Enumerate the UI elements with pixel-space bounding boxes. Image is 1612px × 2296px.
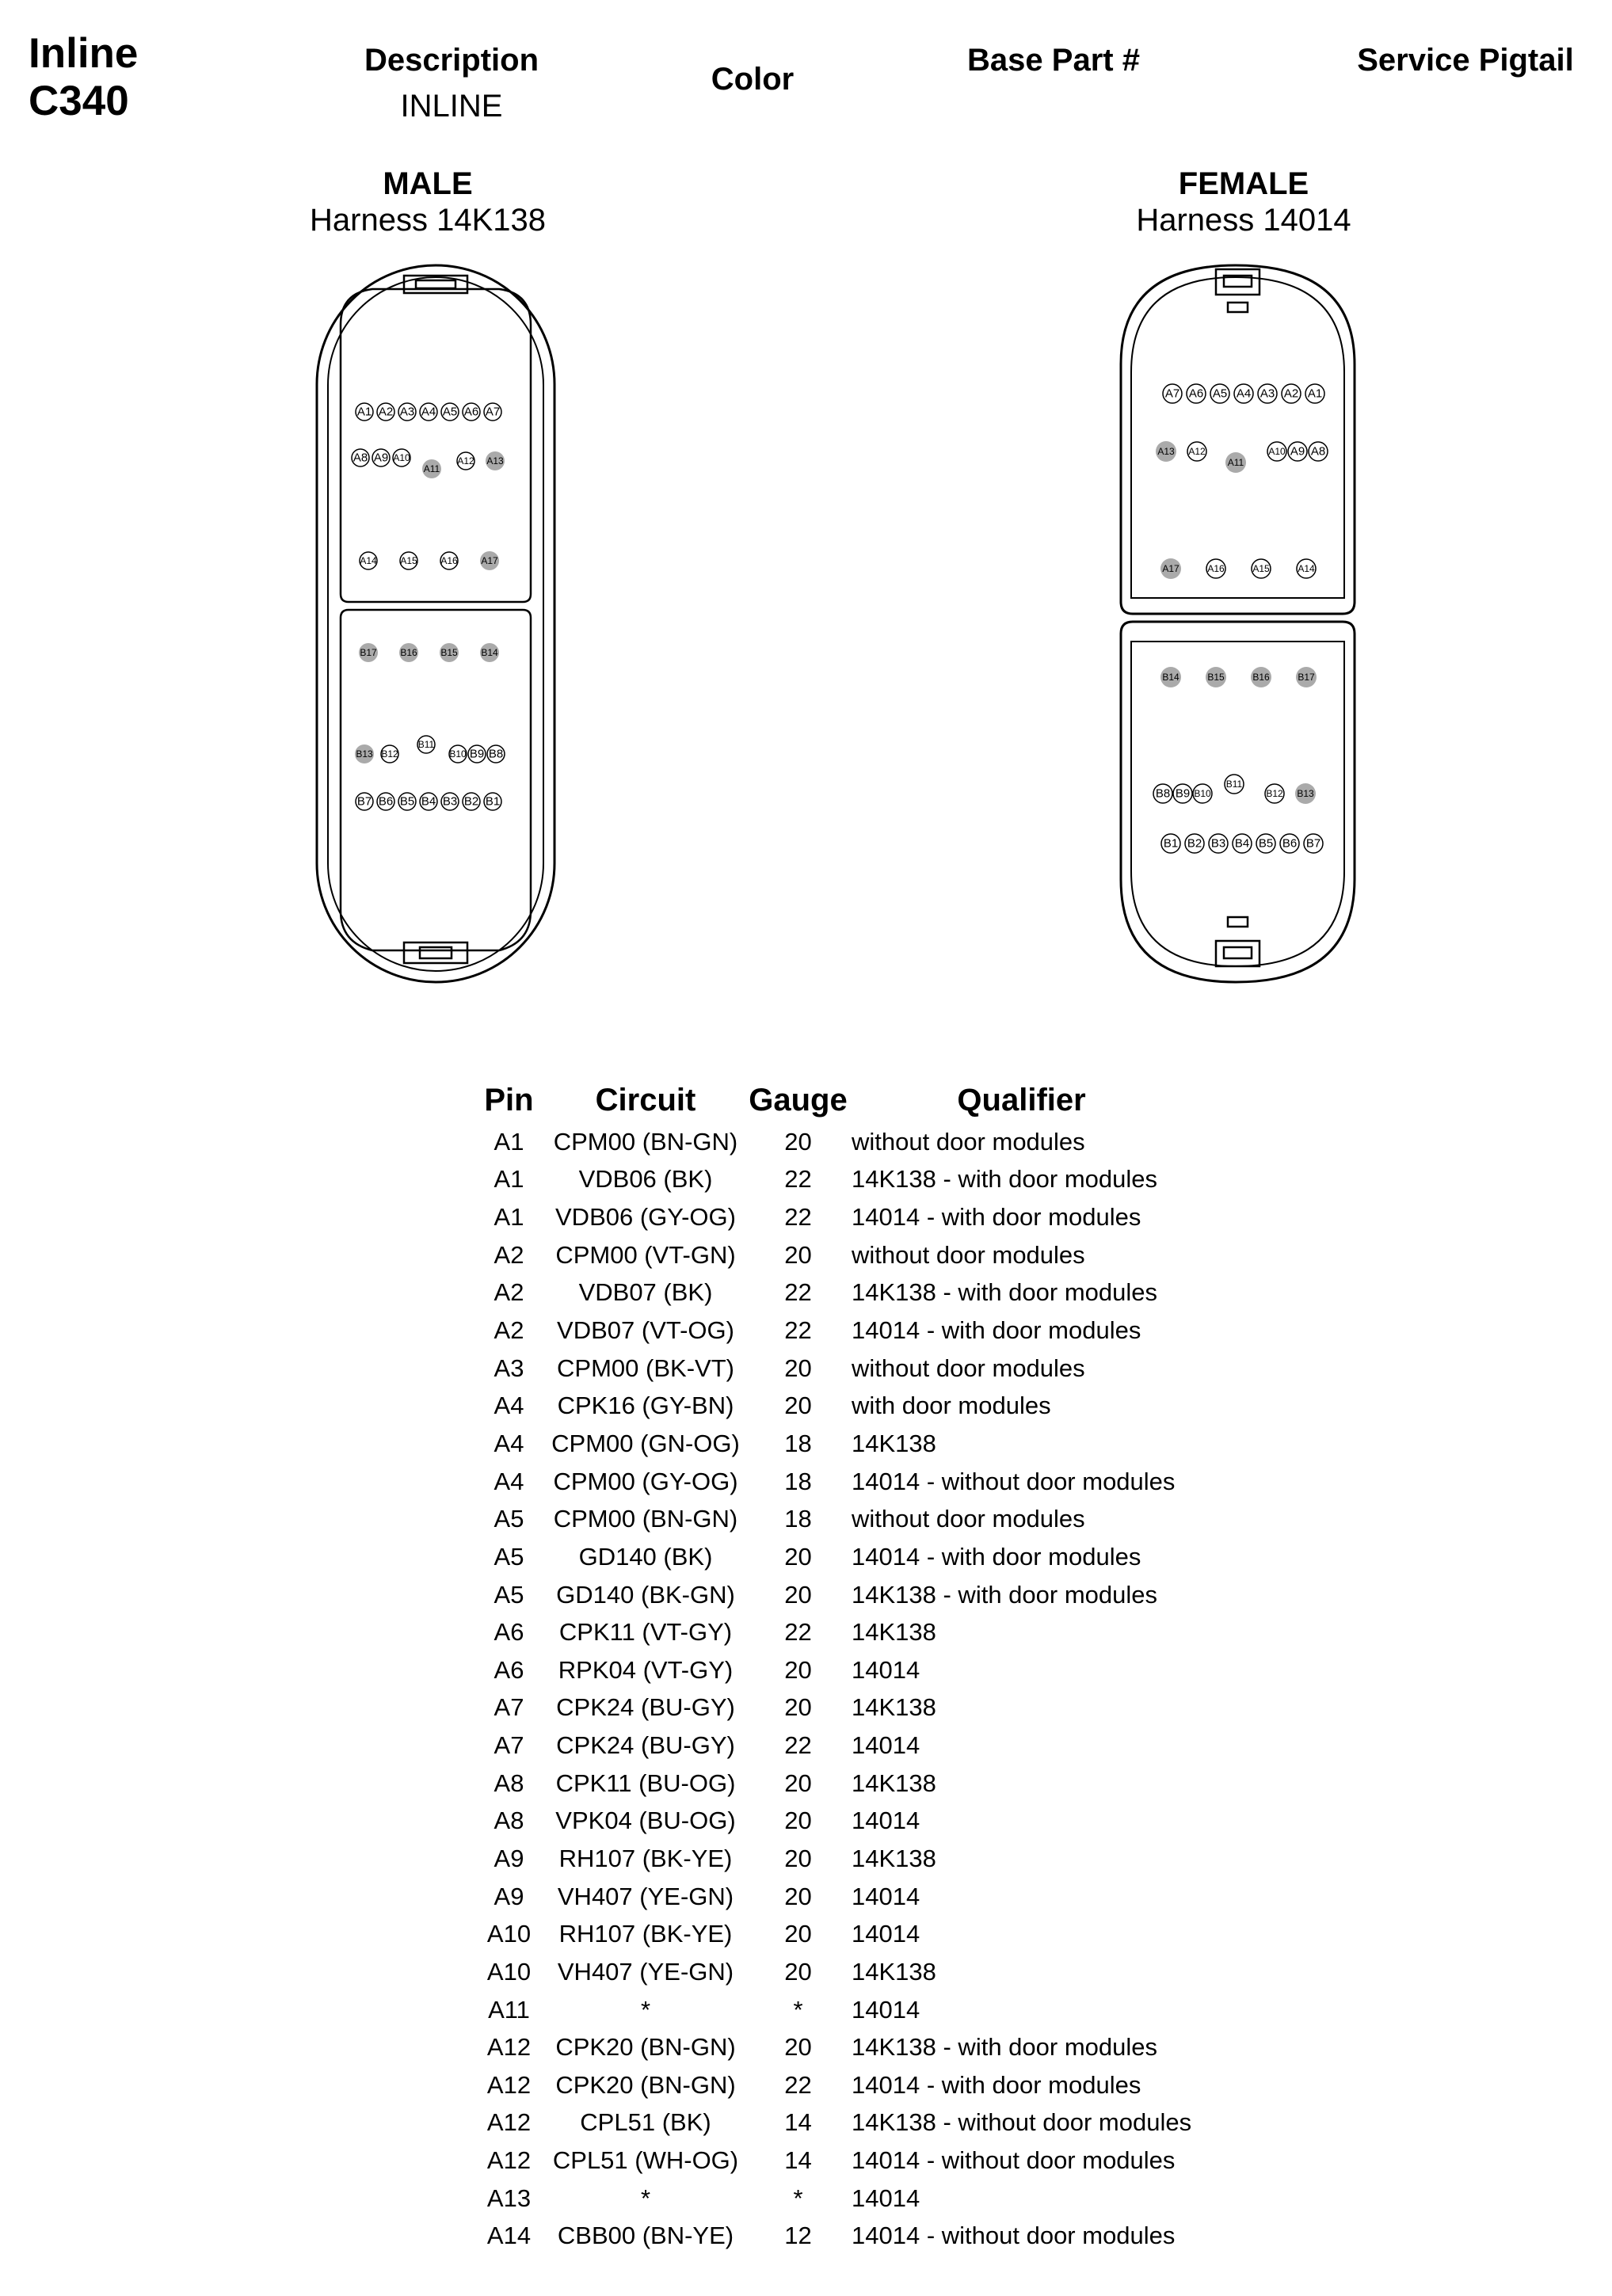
female-pin-label-b2: B2 xyxy=(1187,836,1202,851)
cell-pin: A9 xyxy=(494,1882,524,1910)
cell-qualifier: 14K138 xyxy=(852,1844,936,1872)
cell-circuit: CPM00 (BN-GN) xyxy=(553,1505,738,1533)
cell-qualifier: 14014 xyxy=(852,1655,920,1684)
cell-circuit: CPL51 (WH-OG) xyxy=(552,2146,739,2175)
female-pin-label-b6: B6 xyxy=(1282,836,1298,851)
female-pin-label-b15: B15 xyxy=(1207,672,1225,683)
cell-pin: A1 xyxy=(494,1127,524,1156)
cell-pin: A12 xyxy=(486,2070,532,2099)
female-pin-label-a5: A5 xyxy=(1212,386,1228,401)
male-pin-label-b8: B8 xyxy=(488,747,504,761)
male-pin-label-a8: A8 xyxy=(353,451,368,465)
cell-circuit: * xyxy=(640,2184,651,2212)
table-row xyxy=(471,1689,1191,1727)
female-pin-label-b9: B9 xyxy=(1175,786,1191,801)
cell-pin: A9 xyxy=(494,1844,524,1872)
female-pin-label-a11: A11 xyxy=(1227,457,1244,468)
male-pin-label-b3: B3 xyxy=(442,794,458,809)
male-pin-label-b2: B2 xyxy=(463,794,479,809)
table-row xyxy=(471,1463,1191,1501)
cell-circuit: VDB07 (VT-OG) xyxy=(557,1316,734,1345)
cell-pin: A3 xyxy=(494,1354,524,1382)
cell-qualifier: 14014 xyxy=(852,1920,920,1948)
table-row xyxy=(471,1538,1191,1576)
table-row xyxy=(471,1991,1191,2029)
cell-circuit: VDB06 (GY-OG) xyxy=(555,1203,736,1232)
table-row xyxy=(471,1915,1191,1953)
cell-circuit: VH407 (YE-GN) xyxy=(557,1957,734,1986)
cell-qualifier: 14014 - with door modules xyxy=(852,1203,1141,1232)
cell-qualifier: with door modules xyxy=(852,1392,1051,1420)
cell-circuit: * xyxy=(640,1995,651,2024)
cell-gauge: 14 xyxy=(784,2108,812,2137)
service-pigtail-label: Service Pigtail xyxy=(1357,43,1574,78)
male-pin-label-a1: A1 xyxy=(356,405,372,419)
female-harness: Harness 14014 xyxy=(1136,203,1351,238)
table-row xyxy=(471,1387,1191,1425)
female-pin-label-b5: B5 xyxy=(1258,836,1274,851)
female-connector-diagram xyxy=(1117,261,1370,990)
cell-qualifier: 14K138 xyxy=(852,1693,936,1722)
female-pin-label-b11: B11 xyxy=(1225,779,1243,790)
table-row xyxy=(471,1651,1191,1689)
cell-gauge: * xyxy=(793,1995,803,2024)
cell-gauge: 20 xyxy=(784,1882,812,1910)
cell-pin: A10 xyxy=(486,1920,532,1948)
table-row xyxy=(471,1500,1191,1538)
table-row xyxy=(471,1350,1191,1388)
table-row xyxy=(471,1161,1191,1199)
cell-gauge: 22 xyxy=(784,1203,812,1232)
cell-gauge: 18 xyxy=(784,1505,812,1533)
female-pin-label-b4: B4 xyxy=(1234,836,1250,851)
cell-circuit: CBB00 (BN-YE) xyxy=(557,2222,734,2250)
male-pin-label-a10: A10 xyxy=(393,452,410,463)
cell-pin: A7 xyxy=(494,1693,524,1722)
cell-gauge: 20 xyxy=(784,1769,812,1797)
header-circuit: Circuit xyxy=(595,1082,696,1118)
table-row xyxy=(471,2142,1191,2180)
female-pin-label-a15: A15 xyxy=(1252,563,1270,574)
table-row xyxy=(471,1765,1191,1803)
cell-gauge: * xyxy=(793,2184,803,2212)
cell-qualifier: 14K138 xyxy=(852,1769,936,1797)
female-pin-label-b3: B3 xyxy=(1210,836,1226,851)
description-label: Description xyxy=(364,43,539,78)
male-pin-label-b16: B16 xyxy=(400,647,417,658)
cell-gauge: 20 xyxy=(784,1844,812,1872)
male-title: MALE xyxy=(383,166,473,201)
cell-pin: A6 xyxy=(494,1618,524,1647)
cell-qualifier: 14K138 - with door modules xyxy=(852,1165,1158,1194)
female-pin-label-b17: B17 xyxy=(1298,672,1315,683)
female-pin-label-a9: A9 xyxy=(1290,444,1305,459)
table-row xyxy=(471,1803,1191,1841)
table-row xyxy=(471,1425,1191,1463)
cell-circuit: CPK11 (BU-OG) xyxy=(555,1769,736,1797)
male-pin-label-b1: B1 xyxy=(485,794,501,809)
cell-qualifier: 14014 - with door modules xyxy=(852,2070,1141,2099)
table-row xyxy=(471,1576,1191,1614)
cell-gauge: 20 xyxy=(784,1807,812,1835)
cell-circuit: RH107 (BK-YE) xyxy=(558,1920,733,1948)
male-pin-label-b10: B10 xyxy=(449,748,467,760)
cell-pin: A4 xyxy=(494,1467,524,1495)
cell-qualifier: 14K138 - with door modules xyxy=(852,1580,1158,1609)
male-pin-label-a2: A2 xyxy=(378,405,394,419)
male-pin-label-a7: A7 xyxy=(485,405,501,419)
table-row xyxy=(471,2104,1191,2142)
table-row xyxy=(471,1840,1191,1878)
cell-pin: A12 xyxy=(486,2146,532,2175)
cell-qualifier: without door modules xyxy=(852,1505,1085,1533)
cell-qualifier: 14014 - with door modules xyxy=(852,1542,1141,1571)
cell-circuit: GD140 (BK-GN) xyxy=(556,1580,735,1609)
cell-gauge: 20 xyxy=(784,1127,812,1156)
cell-pin: A5 xyxy=(494,1505,524,1533)
cell-circuit: CPK20 (BN-GN) xyxy=(555,2070,736,2099)
male-pin-label-b7: B7 xyxy=(356,794,372,809)
cell-pin: A2 xyxy=(494,1240,524,1269)
cell-gauge: 22 xyxy=(784,2070,812,2099)
male-pin-label-a13: A13 xyxy=(486,455,504,466)
male-pin-label-b12: B12 xyxy=(381,748,398,760)
cell-circuit: VPK04 (BU-OG) xyxy=(555,1807,736,1835)
table-row xyxy=(471,1878,1191,1916)
cell-pin: A14 xyxy=(486,2222,532,2250)
female-pin-label-b14: B14 xyxy=(1162,672,1179,683)
cell-gauge: 20 xyxy=(784,2033,812,2062)
cell-gauge: 20 xyxy=(784,1354,812,1382)
cell-qualifier: 14K138 xyxy=(852,1618,936,1647)
male-pin-label-a11: A11 xyxy=(423,463,440,474)
female-pin-label-a7: A7 xyxy=(1164,386,1180,401)
cell-circuit: CPM00 (VT-GN) xyxy=(555,1240,736,1269)
female-pin-label-a2: A2 xyxy=(1283,386,1299,401)
cell-pin: A1 xyxy=(494,1165,524,1194)
cell-circuit: CPK11 (VT-GY) xyxy=(558,1618,733,1647)
pin-table xyxy=(471,1077,1191,2255)
cell-pin: A1 xyxy=(494,1203,524,1232)
female-pin-label-a8: A8 xyxy=(1310,444,1326,459)
cell-qualifier: 14K138 - with door modules xyxy=(852,2033,1158,2062)
cell-gauge: 20 xyxy=(784,1542,812,1571)
male-pin-label-a12: A12 xyxy=(457,455,474,466)
cell-gauge: 14 xyxy=(784,2146,812,2175)
pin-table-body xyxy=(471,1123,1191,2255)
male-pin-label-a17: A17 xyxy=(481,555,498,566)
cell-qualifier: 14K138 xyxy=(852,1429,936,1457)
cell-circuit: GD140 (BK) xyxy=(578,1542,713,1571)
female-title: FEMALE xyxy=(1178,166,1309,201)
header-pin: Pin xyxy=(484,1082,534,1118)
table-row xyxy=(471,1312,1191,1350)
base-part-label: Base Part # xyxy=(967,43,1140,78)
cell-pin: A2 xyxy=(494,1278,524,1307)
cell-qualifier: 14014 xyxy=(852,1882,920,1910)
cell-pin: A10 xyxy=(486,1957,532,1986)
cell-circuit: RH107 (BK-YE) xyxy=(558,1844,733,1872)
cell-pin: A12 xyxy=(486,2108,532,2137)
table-row xyxy=(471,1953,1191,1991)
cell-pin: A2 xyxy=(494,1316,524,1345)
female-pin-label-a17: A17 xyxy=(1162,563,1179,574)
table-row xyxy=(471,1198,1191,1236)
cell-pin: A4 xyxy=(494,1392,524,1420)
cell-gauge: 18 xyxy=(784,1467,812,1495)
female-pin-label-a3: A3 xyxy=(1259,386,1275,401)
male-pin-label-b6: B6 xyxy=(378,794,394,809)
cell-circuit: CPL51 (BK) xyxy=(580,2108,711,2137)
cell-gauge: 20 xyxy=(784,1580,812,1609)
female-pin-label-a14: A14 xyxy=(1298,563,1315,574)
female-pin-label-a12: A12 xyxy=(1188,446,1206,457)
header-gauge: Gauge xyxy=(749,1082,848,1118)
cell-pin: A12 xyxy=(486,2033,532,2062)
cell-circuit: VDB07 (BK) xyxy=(578,1278,713,1307)
table-row xyxy=(471,2028,1191,2066)
female-pin-label-b7: B7 xyxy=(1305,836,1321,851)
male-pin-label-b15: B15 xyxy=(440,647,458,658)
cell-pin: A11 xyxy=(488,1995,530,2024)
cell-qualifier: 14014 xyxy=(852,2184,920,2212)
male-connector-diagram xyxy=(309,261,562,990)
cell-circuit: CPK24 (BU-GY) xyxy=(556,1731,735,1760)
table-row xyxy=(471,2066,1191,2104)
cell-pin: A5 xyxy=(494,1580,524,1609)
male-pin-label-a9: A9 xyxy=(373,451,389,465)
female-pin-label-a16: A16 xyxy=(1207,563,1225,574)
cell-circuit: VDB06 (BK) xyxy=(578,1165,713,1194)
cell-qualifier: 14K138 xyxy=(852,1957,936,1986)
cell-gauge: 22 xyxy=(784,1165,812,1194)
table-row xyxy=(471,1727,1191,1765)
female-pin-label-b13: B13 xyxy=(1297,788,1314,799)
male-pin-label-a4: A4 xyxy=(421,405,436,419)
male-pin-label-b5: B5 xyxy=(399,794,415,809)
connector-title xyxy=(29,30,138,125)
female-pin-label-a1: A1 xyxy=(1307,386,1323,401)
cell-gauge: 18 xyxy=(784,1429,812,1457)
female-pin-label-a6: A6 xyxy=(1188,386,1204,401)
male-pin-label-b17: B17 xyxy=(360,647,377,658)
male-pin-label-a14: A14 xyxy=(360,555,377,566)
female-pin-label-a4: A4 xyxy=(1236,386,1252,401)
connector-title-line1: Inline xyxy=(29,30,139,77)
table-row xyxy=(471,2218,1191,2256)
male-pin-label-a15: A15 xyxy=(400,555,417,566)
cell-pin: A8 xyxy=(494,1769,524,1797)
male-pin-label-b4: B4 xyxy=(421,794,436,809)
cell-gauge: 20 xyxy=(784,1655,812,1684)
cell-qualifier: without door modules xyxy=(852,1240,1085,1269)
header-qualifier: Qualifier xyxy=(957,1082,1086,1118)
cell-circuit: CPM00 (BN-GN) xyxy=(553,1127,738,1156)
cell-pin: A13 xyxy=(486,2184,532,2212)
male-pin-label-b11: B11 xyxy=(417,739,435,750)
pin-table-header xyxy=(471,1077,1191,1123)
male-pin-label-a16: A16 xyxy=(440,555,458,566)
cell-qualifier: 14014 xyxy=(852,1807,920,1835)
table-row xyxy=(471,1613,1191,1651)
cell-gauge: 20 xyxy=(784,1920,812,1948)
cell-qualifier: 14014 - without door modules xyxy=(852,1467,1176,1495)
color-label: Color xyxy=(711,62,795,97)
cell-qualifier: 14014 - without door modules xyxy=(852,2146,1176,2175)
male-pin-label-b14: B14 xyxy=(481,647,498,658)
male-pin-label-b9: B9 xyxy=(469,747,485,761)
cell-gauge: 22 xyxy=(784,1316,812,1345)
cell-circuit: VH407 (YE-GN) xyxy=(557,1882,734,1910)
cell-qualifier: 14014 xyxy=(852,1995,920,2024)
cell-qualifier: 14K138 - with door modules xyxy=(852,1278,1158,1307)
cell-circuit: CPK16 (GY-BN) xyxy=(557,1392,734,1420)
cell-gauge: 22 xyxy=(784,1618,812,1647)
table-row xyxy=(471,2180,1191,2218)
cell-qualifier: without door modules xyxy=(852,1127,1085,1156)
female-pin-label-b8: B8 xyxy=(1155,786,1171,801)
female-pin-label-a13: A13 xyxy=(1157,446,1175,457)
cell-gauge: 12 xyxy=(784,2222,812,2250)
female-pin-label-b1: B1 xyxy=(1163,836,1179,851)
female-pin-label-b12: B12 xyxy=(1266,788,1283,799)
cell-circuit: CPM00 (BK-VT) xyxy=(557,1354,734,1382)
cell-gauge: 22 xyxy=(784,1278,812,1307)
female-pin-label-b10: B10 xyxy=(1194,788,1211,799)
table-row xyxy=(471,1274,1191,1312)
female-pin-label-a10: A10 xyxy=(1268,446,1286,457)
cell-pin: A7 xyxy=(494,1731,524,1760)
cell-qualifier: 14014 - without door modules xyxy=(852,2222,1176,2250)
cell-circuit: CPK20 (BN-GN) xyxy=(555,2033,736,2062)
cell-circuit: CPK24 (BU-GY) xyxy=(556,1693,735,1722)
male-harness: Harness 14K138 xyxy=(310,203,546,238)
cell-qualifier: 14K138 - without door modules xyxy=(852,2108,1192,2137)
cell-pin: A6 xyxy=(494,1655,524,1684)
cell-circuit: CPM00 (GN-OG) xyxy=(551,1429,740,1457)
cell-pin: A5 xyxy=(494,1542,524,1571)
male-pin-label-a5: A5 xyxy=(442,405,458,419)
cell-gauge: 20 xyxy=(784,1240,812,1269)
cell-qualifier: without door modules xyxy=(852,1354,1085,1382)
male-pin-label-a3: A3 xyxy=(399,405,415,419)
cell-pin: A8 xyxy=(494,1807,524,1835)
cell-circuit: RPK04 (VT-GY) xyxy=(558,1655,734,1684)
cell-gauge: 22 xyxy=(784,1731,812,1760)
cell-gauge: 20 xyxy=(784,1957,812,1986)
connector-title-line2: C340 xyxy=(29,78,129,124)
male-pin-label-b13: B13 xyxy=(356,748,373,760)
cell-gauge: 20 xyxy=(784,1392,812,1420)
description-value: INLINE xyxy=(400,89,503,124)
cell-qualifier: 14014 - with door modules xyxy=(852,1316,1141,1345)
cell-qualifier: 14014 xyxy=(852,1731,920,1760)
cell-gauge: 20 xyxy=(784,1693,812,1722)
female-pin-label-b16: B16 xyxy=(1252,672,1270,683)
cell-pin: A4 xyxy=(494,1429,524,1457)
table-row xyxy=(471,1236,1191,1274)
male-pin-label-a6: A6 xyxy=(463,405,479,419)
table-row xyxy=(471,1123,1191,1161)
cell-circuit: CPM00 (GY-OG) xyxy=(553,1467,738,1495)
